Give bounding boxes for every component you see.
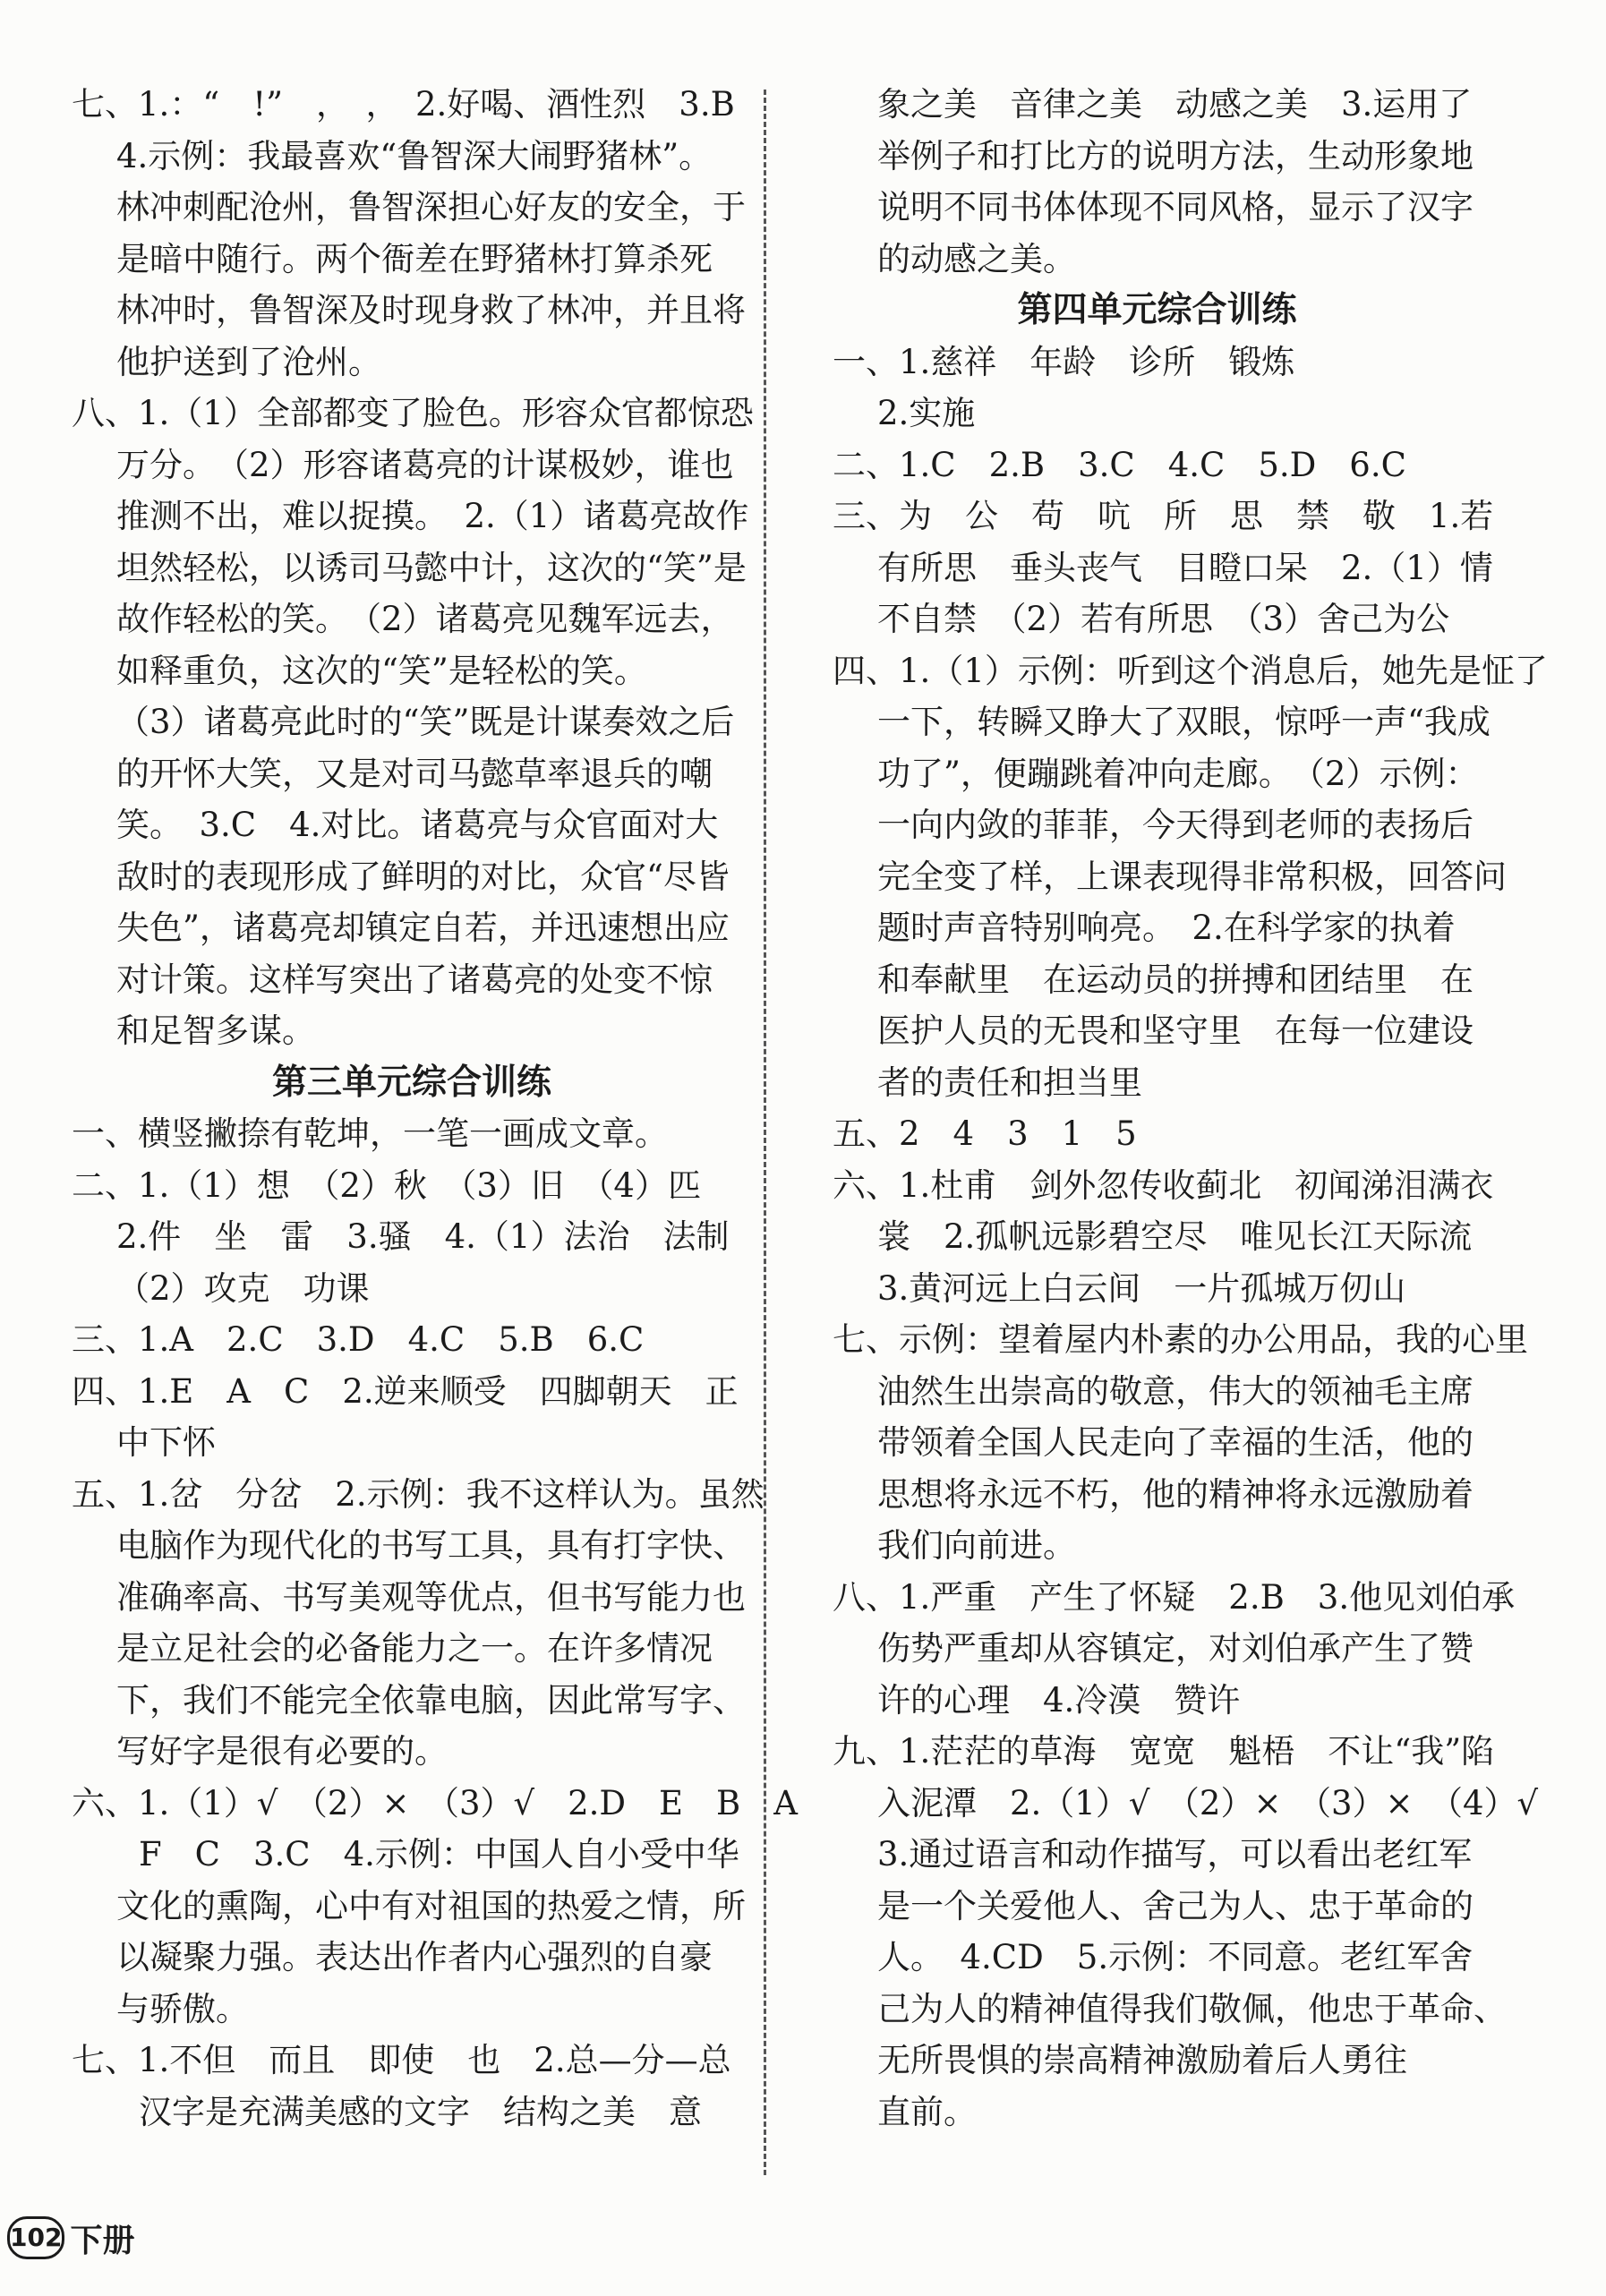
answer-line: 九、1.茫茫的草海 宽宽 魁梧 不让“我”陷 [833, 1732, 1495, 1771]
answer-line: 裳 2.孤帆远影碧空尽 唯见长江天际流 [877, 1217, 1473, 1256]
answer-line: 七、1.：“ !” ， ， 2.好喝、酒性烈 3.B [72, 85, 735, 124]
answer-line: 的开怀大笑，又是对司马懿草率退兵的嘲 [116, 754, 713, 793]
answer-line: 者的责任和担当里 [877, 1063, 1142, 1102]
answer-line: 林冲时，鲁智深及时现身救了林冲，并且将 [116, 291, 746, 329]
answer-line: 一下，转瞬又睁大了双眼，惊呼一声“我成 [877, 703, 1491, 741]
answer-line: 我们向前进。 [877, 1526, 1076, 1565]
column-divider [764, 90, 766, 2175]
answer-line: 与骄傲。 [116, 1989, 249, 2028]
right-column [833, 79, 1548, 2138]
answer-line: 对计策。这样写突出了诸葛亮的处变不惊 [116, 960, 713, 999]
answer-line: 完全变了样，上课表现得非常积极，回答问 [877, 857, 1507, 896]
answer-line: 一、1.慈祥 年龄 诊所 锻炼 [833, 342, 1295, 381]
answer-line: 准确率高、书写美观等优点，但书写能力也 [116, 1577, 746, 1617]
answer-line: 思想将永远不朽，他的精神将永远激励着 [877, 1474, 1474, 1514]
answer-line: 题时声音特别响亮。 2.在科学家的执着 [877, 909, 1456, 947]
answer-line: 一向内敛的菲菲，今天得到老师的表扬后 [877, 806, 1474, 844]
answer-line: 2.实施 [877, 394, 976, 432]
answer-line: 功了”，便蹦跳着冲向走廊。 （2）示例： [877, 754, 1479, 793]
section-heading: 第三单元综合训练 [271, 1062, 551, 1103]
answer-line: 电脑作为现代化的书写工具，具有打字快、 [116, 1526, 746, 1565]
answer-line: 伤势严重却从容镇定，对刘伯承产生了赞 [877, 1629, 1474, 1668]
answer-line: 一、横竖撇捺有乾坤，一笔一画成文章。 [72, 1114, 668, 1153]
answer-line: 他护送到了沧州。 [116, 342, 381, 381]
page-footer [7, 2211, 134, 2265]
page-number: 102 [7, 2216, 64, 2259]
answer-line: 下，我们不能完全依靠电脑，因此常写字、 [116, 1680, 746, 1720]
answer-line: 五、2 4 3 1 5 [833, 1114, 1137, 1153]
answer-line: 象之美 音律之美 动感之美 3.运用了 [877, 85, 1473, 124]
answer-line: 四、1.E A C 2.逆来顺受 四脚朝天 正 [72, 1371, 739, 1411]
answer-line: 以凝聚力强。表达出作者内心强烈的自豪 [116, 1938, 713, 1976]
answer-line: F C 3.C 4.示例：中国人自小受中华 [139, 1835, 739, 1874]
answer-line: 二、1.C 2.B 3.C 4.C 5.D 6.C [833, 445, 1406, 484]
answer-line: 敌时的表现形成了鲜明的对比，众官“尽皆 [116, 857, 730, 896]
answer-line: 故作轻松的笑。 （2）诸葛亮见魏军远去， [116, 600, 734, 638]
answer-line: 坦然轻松，以诱司马懿中计，这次的“笑”是 [116, 548, 747, 587]
section-heading: 第四单元综合训练 [1017, 290, 1297, 330]
answer-line: 三、为 公 苟 吭 所 思 禁 敬 1.若 [833, 497, 1494, 535]
answer-line: 笑。 3.C 4.对比。诸葛亮与众官面对大 [116, 806, 719, 844]
answer-line: 和足智多谋。 [116, 1011, 315, 1050]
answer-line: 六、1.杜甫 剑外忽传收蓟北 初闻涕泪满衣 [833, 1165, 1494, 1205]
answer-line: 万分。 （2）形容诸葛亮的计谋极妙，谁也 [116, 445, 734, 484]
answer-line: 油然生出崇高的敬意，伟大的领袖毛主席 [877, 1371, 1474, 1411]
answer-line: 推测不出，难以捉摸。 2.（1）诸葛亮故作 [116, 497, 749, 535]
answer-line: （2）攻克 功课 [116, 1268, 370, 1308]
volume-label: 下册 [70, 2222, 135, 2259]
answer-line: 的动感之美。 [877, 239, 1076, 278]
answer-line: 人。 4.CD 5.示例：不同意。老红军舍 [877, 1938, 1474, 1976]
answer-line: 2.件 坐 雷 3.骚 4.（1）法治 法制 [116, 1217, 730, 1256]
answer-line: 文化的熏陶，心中有对祖国的热爱之情，所 [116, 1886, 746, 1925]
answer-line: 汉字是充满美感的文字 结构之美 意 [139, 2092, 702, 2131]
answer-line: 五、1.岔 分岔 2.示例：我不这样认为。虽然 [72, 1474, 765, 1514]
answer-line: 带领着全国人民走向了幸福的生活，他的 [877, 1423, 1474, 1462]
answer-line: 说明不同书体体现不同风格，显示了汉字 [877, 188, 1474, 226]
answer-line: （3）诸葛亮此时的“笑”既是计谋奏效之后 [116, 703, 735, 741]
answer-line: 许的心理 4.冷漠 赞许 [877, 1680, 1241, 1720]
answer-line: 直前。 [877, 2092, 977, 2131]
answer-line: 八、1.严重 产生了怀疑 2.B 3.他见刘伯承 [833, 1577, 1516, 1617]
answer-line: 是一个关爱他人、舍己为人、忠于革命的 [877, 1886, 1474, 1925]
answer-line: 有所思 垂头丧气 目瞪口呆 2.（1）情 [877, 548, 1493, 587]
answer-line: 七、示例：望着屋内朴素的办公用品，我的心里 [833, 1320, 1528, 1359]
answer-line: 中下怀 [116, 1423, 216, 1462]
answer-line: 七、1.不但 而且 即使 也 2.总—分—总 [72, 2041, 731, 2079]
left-column [72, 79, 798, 2138]
answer-line: 八、1.（1）全部都变了脸色。形容众官都惊恐 [72, 394, 754, 432]
answer-line: 己为人的精神值得我们敬佩，他忠于革命、 [877, 1989, 1507, 2028]
answer-line: 失色”，诸葛亮却镇定自若，并迅速想出应 [116, 909, 730, 947]
answer-line: 3.黄河远上白云间 一片孤城万仞山 [877, 1268, 1406, 1308]
answer-line: 无所畏惧的崇高精神激励着后人勇往 [877, 2041, 1407, 2079]
answer-line: 入泥潭 2.（1）√ （2）× （3）× （4）√ [877, 1783, 1539, 1822]
answer-line: 举例子和打比方的说明方法，生动形象地 [877, 136, 1474, 175]
answer-line: 和奉献里 在运动员的拼搏和团结里 在 [877, 960, 1474, 999]
answer-line: 3.通过语言和动作描写，可以看出老红军 [877, 1835, 1473, 1874]
answer-line: 4.示例：我最喜欢“鲁智深大闹野猪林”。 [116, 136, 713, 175]
answer-line: 是立足社会的必备能力之一。在许多情况 [116, 1629, 713, 1668]
answer-line: 四、1.（1）示例：听到这个消息后，她先是怔了 [833, 651, 1548, 690]
answer-line: 三、1.A 2.C 3.D 4.C 5.B 6.C [72, 1320, 645, 1359]
answer-line: 不自禁 （2）若有所思 （3）舍己为公 [877, 600, 1450, 638]
answer-line: 写好字是很有必要的。 [116, 1732, 448, 1771]
answer-line: 如释重负，这次的“笑”是轻松的笑。 [116, 651, 647, 690]
answer-line: 医护人员的无畏和坚守里 在每一位建设 [877, 1011, 1474, 1050]
answer-line: 二、1.（1）想 （2）秋 （3）旧 （4）匹 [72, 1165, 701, 1205]
answer-line: 是暗中随行。两个衙差在野猪林打算杀死 [116, 239, 713, 278]
answer-line: 六、1.（1）√ （2）× （3）√ 2.D E B A [72, 1783, 798, 1822]
answer-line: 林冲刺配沧州，鲁智深担心好友的安全，于 [116, 188, 746, 226]
